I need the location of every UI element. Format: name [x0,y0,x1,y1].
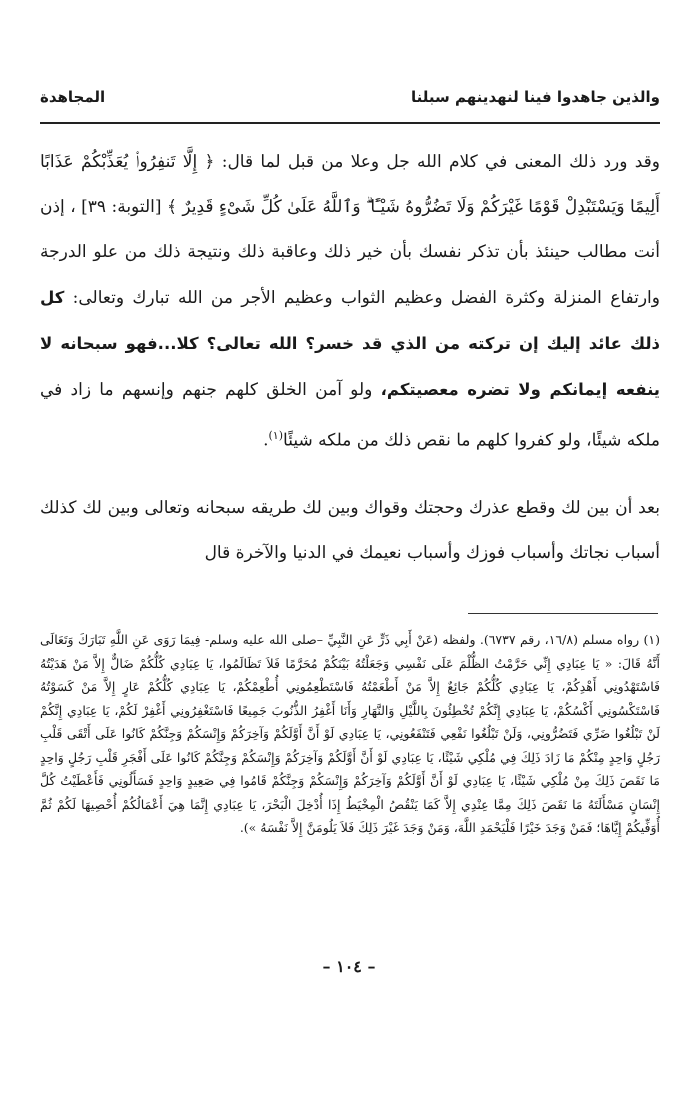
paragraph-1-end: ولو آمن الخلق كلهم جنهم وإنسهم ما زاد في ملكه شيئًا، ولو كفروا كلهم ما نقص ذلك من ملكه شيئًا [40,380,660,451]
paragraph-1-bold: كل ذلك عائد إليك إن تركته من الذي قد خسر؟ الله تعالى؟ كلا...فهو سبحانه لا ينفعه إيمانكم ولا تضره معصيتكم، [40,288,660,399]
paragraph-1-period: . [263,430,269,451]
paragraph-2: بعد أن بين لك وقطع عذرك وحجتك وقواك وبين لك طريقه سبحانه وتعالى وبين لك كذلك أسباب نجاتك وأسباب فوزك وأسباب نعيمك في الدنيا والآخرة قال [40,497,660,563]
paragraph-1-intro: وقد ورد ذلك المعنى في كلام الله جل وعلا من قبل لما قال: [221,152,660,172]
paragraph-1 [40,140,660,464]
running-header [40,88,660,114]
chapter-title: المجاهدة [40,88,106,106]
paragraph-1-text: ، إذن أنت مطالب حينئذ بأن تذكر نفسك بأن خير ذلك وعاقبة ذلك ونتيجة ذلك من علو الدرجة وارتفاع المنزلة وكثرة الفضل وعظيم الثواب وعظيم الأجر من الله تبارك وتعالى: [40,197,660,308]
main-text [40,140,660,576]
verse-reference: [التوبة: ٣٩] [81,197,162,217]
quran-verse: ﴿ إِلَّا تَنفِرُوا۟ يُعَذِّبْكُمْ عَذَابًا أَلِيمًا وَيَسْتَبْدِلْ قَوْمًا غَيْرَكُمْ وَلَا تَضُرُّوهُ شَيْـًٔا ۗ وَٱللَّهُ عَلَىٰ كُلِّ شَىْءٍ قَدِيرٌ ﴾ [40,152,661,217]
footnote-divider [468,613,658,614]
page-number: – ١٠٤ – [322,957,376,976]
running-title: والذين جاهدوا فينا لنهدينهم سبلنا [411,88,660,106]
footnote-reference: (١) [268,429,284,442]
footnote: (١) رواه مسلم (١٦/٨، رقم ٦٧٣٧). ولفظه (عَنْ أَبِي ذَرٍّ عَنِ النَّبِيِّ –صلى الله عليه وسلم- فِيمَا رَوَى عَنِ اللَّهِ تَبَارَكَ وَتَعَالَى أَنَّهُ قَالَ: « يَا عِبَادِي إِنِّي حَرَّمْتُ الظُّلْمَ عَلَى نَفْسِي وَجَعَلْتُهُ بَيْنَكُمْ مُحَرَّمًا فَلاَ تَظَالَمُوا، يَا عِبَادِي كُلُّكُمْ ضَالٌّ إِلاَّ مَنْ هَدَيْتُهُ فَاسْتَهْدُونِي أَهْدِكُمْ، يَا عِبَادِي كُلُّكُمْ جَائِعٌ إِلاَّ مَنْ أَطْعَمْتُهُ فَاسْتَطْعِمُونِي أُطْعِمْكُمْ، يَا عِبَادِي كُلُّكُمْ عَارٍ إِلاَّ مَنْ كَسَوْتُهُ فَاسْتَكْسُونِي أَكْسُكُمْ، يَا عِبَادِي إِنَّكُمْ تُخْطِئُونَ بِاللَّيْلِ وَالنَّهَارِ وَأَنَا أَغْفِرُ الذُّنُوبَ جَمِيعًا فَاسْتَغْفِرُونِي أَغْفِرْ لَكُمْ، يَا عِبَادِي إِنَّكُمْ لَنْ تَبْلُغُوا ضَرِّي فَتَضُرُّونِي، وَلَنْ تَبْلُغُوا نَفْعِي فَتَنْفَعُونِي، يَا عِبَادِي لَوْ أَنَّ أَوَّلَكُمْ وَآخِرَكُمْ وَإِنْسَكُمْ وَجِنَّكُمْ كَانُوا عَلَى أَتْقَى قَلْبِ رَجُلٍ وَاحِدٍ مِنْكُمْ مَا زَادَ ذَلِكَ فِي مُلْكِي شَيْئًا، يَا عِبَادِي لَوْ أَنَّ أَوَّلَكُمْ وَآخِرَكُمْ وَإِنْسَكُمْ وَجِنَّكُمْ كَانُوا عَلَى أَفْجَرِ قَلْبِ رَجُلٍ وَاحِدٍ مَا نَقَصَ ذَلِكَ مِنْ مُلْكِي شَيْئًا، يَا عِبَادِي لَوْ أَنَّ أَوَّلَكُمْ وَآخِرَكُمْ وَإِنْسَكُمْ وَجِنَّكُمْ قَامُوا فِي صَعِيدٍ وَاحِدٍ فَسَأَلُونِي فَأَعْطَيْتُ كُلَّ إِنْسَانٍ مَسْأَلَتَهُ مَا نَقَصَ ذَلِكَ مِمَّا عِنْدِي إِلاَّ كَمَا يَنْقُصُ الْمِخْيَطُ إِذَا أُدْخِلَ الْبَحْرَ، يَا عِبَادِي إِنَّمَا هِيَ أَعْمَالُكُمْ أُحْصِيهَا لَكُمْ ثُمَّ أُوَفِّيكُمْ إِيَّاهَا؛ فَمَنْ وَجَدَ خَيْرًا فَلْيَحْمَدِ اللَّهَ، وَمَنْ وَجَدَ غَيْرَ ذَلِكَ فَلاَ يَلُومَنَّ إِلاَّ نَفْسَهُ »). [40,632,660,835]
paragraph-gap [40,464,660,486]
header-divider [40,122,660,124]
